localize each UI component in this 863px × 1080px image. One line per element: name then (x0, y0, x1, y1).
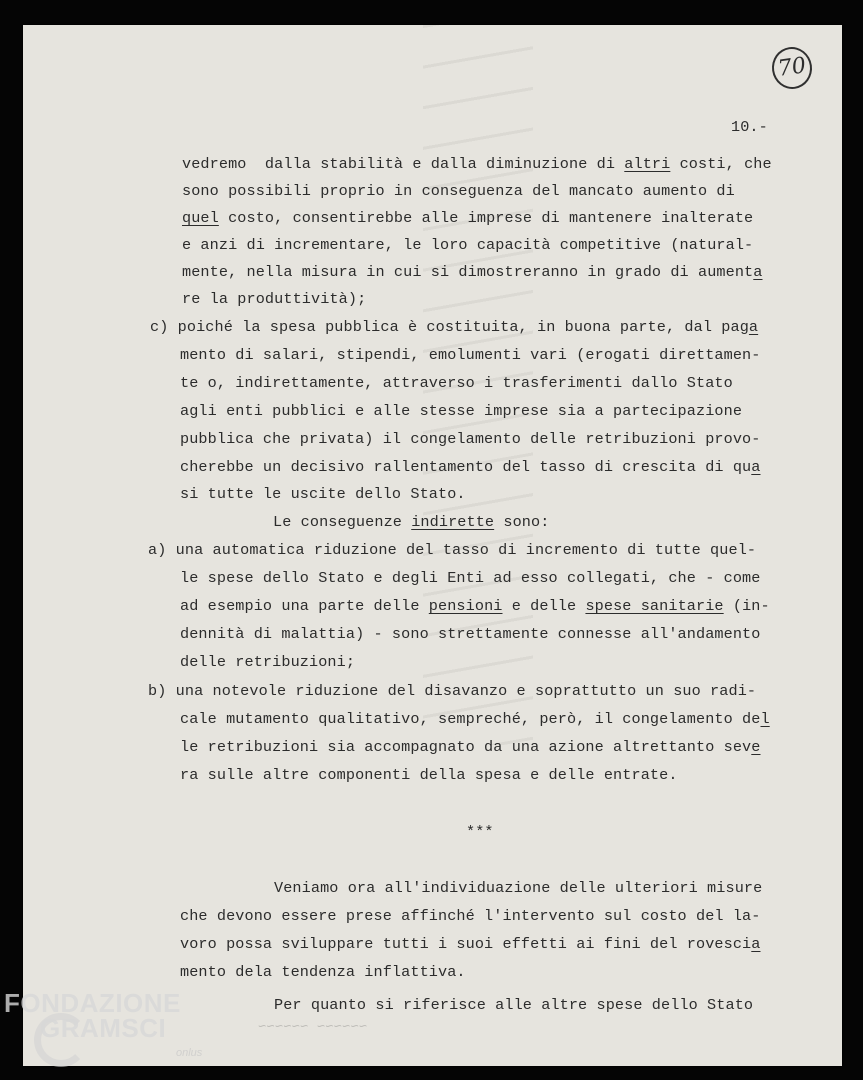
text-line: che devono essere prese affinché l'intervento sul costo del la- (180, 907, 761, 925)
underlined-text: pensioni (428, 597, 503, 615)
underlined-text: altri (624, 155, 671, 173)
text-line: agli enti pubblici e alle stesse imprese sia a partecipazione (180, 402, 743, 420)
text-line: le spese dello Stato e degli Enti ad esso collegati, che - come (180, 569, 761, 587)
section-separator: *** (466, 823, 494, 841)
text-line: ra sulle altre componenti della spesa e delle entrate. (180, 766, 678, 784)
underlined-text: a (751, 458, 761, 476)
text-line: Per quanto si riferisce alle altre spese dello Stato (274, 996, 754, 1014)
page-number: 10.- (731, 118, 768, 136)
underlined-text: indirette (411, 513, 495, 531)
text-line: cale mutamento qualitativo, sempreché, però, il congelamento del (180, 710, 770, 728)
text-line: mento dela tendenza inflattiva. (180, 963, 466, 981)
underlined-text: l (760, 710, 770, 728)
text-line: dennità di malattia) - sono strettamente connesse all'andamento (180, 625, 761, 643)
text-line: Veniamo ora all'individuazione delle ulteriori misure (274, 879, 763, 897)
text-line: ad esempio una parte delle pensioni e delle spese sanitarie (in- (180, 597, 770, 615)
text-line: sono possibili proprio in conseguenza del mancato aumento di (182, 182, 735, 200)
underlined-text: a (751, 935, 761, 953)
text-line: mento di salari, stipendi, emolumenti vari (erogati direttamen- (180, 346, 761, 364)
watermark-line2: GRAMSCI (40, 1013, 167, 1043)
text-line: voro possa sviluppare tutti i suoi effetti ai fini del rovescia (180, 935, 761, 953)
text-line: Le conseguenze indirette sono: (273, 513, 550, 531)
text-line: quel costo, consentirebbe alle imprese di mantenere inalterate (182, 209, 754, 227)
text-line: si tutte le uscite dello Stato. (180, 485, 466, 503)
text-line: mente, nella misura in cui si dimostreranno in grado di aumenta (182, 263, 763, 281)
underlined-text: quel (182, 209, 219, 227)
reverse-side-bleed: ~~~~~~ ~~~~~~ (258, 1020, 368, 1036)
underlined-text: e (751, 738, 761, 756)
text-line: delle retribuzioni; (180, 653, 356, 671)
text-line: te o, indirettamente, attraverso i trasferimenti dallo Stato (180, 374, 733, 392)
archive-page-number: 70 (769, 44, 814, 91)
underlined-text: a (748, 318, 759, 336)
watermark-logo (0, 978, 230, 1080)
text-line: b) una notevole riduzione del disavanzo e soprattutto un suo radi- (148, 682, 757, 700)
text-line: e anzi di incrementare, le loro capacità competitive (natural- (182, 236, 754, 254)
text-line: re la produttività); (182, 290, 367, 308)
text-line: vedremo dalla stabilità e dalla diminuzione di altri costi, che (182, 155, 772, 173)
text-line: cherebbe un decisivo rallentamento del tasso di crescita di qua (180, 458, 761, 476)
text-line: c) poiché la spesa pubblica è costituita, in buona parte, dal paga (150, 318, 759, 336)
watermark-line1: FONDAZIONE (4, 988, 181, 1018)
text-line: le retribuzioni sia accompagnato da una azione altrettanto seve (180, 738, 761, 756)
watermark-line3: onlus (176, 1047, 203, 1059)
text-line: pubblica che privata) il congelamento delle retribuzioni provo- (180, 430, 761, 448)
underlined-text: a (753, 263, 763, 281)
text-line: a) una automatica riduzione del tasso di incremento di tutte quel- (148, 541, 757, 559)
underlined-text: spese sanitarie (585, 597, 724, 615)
